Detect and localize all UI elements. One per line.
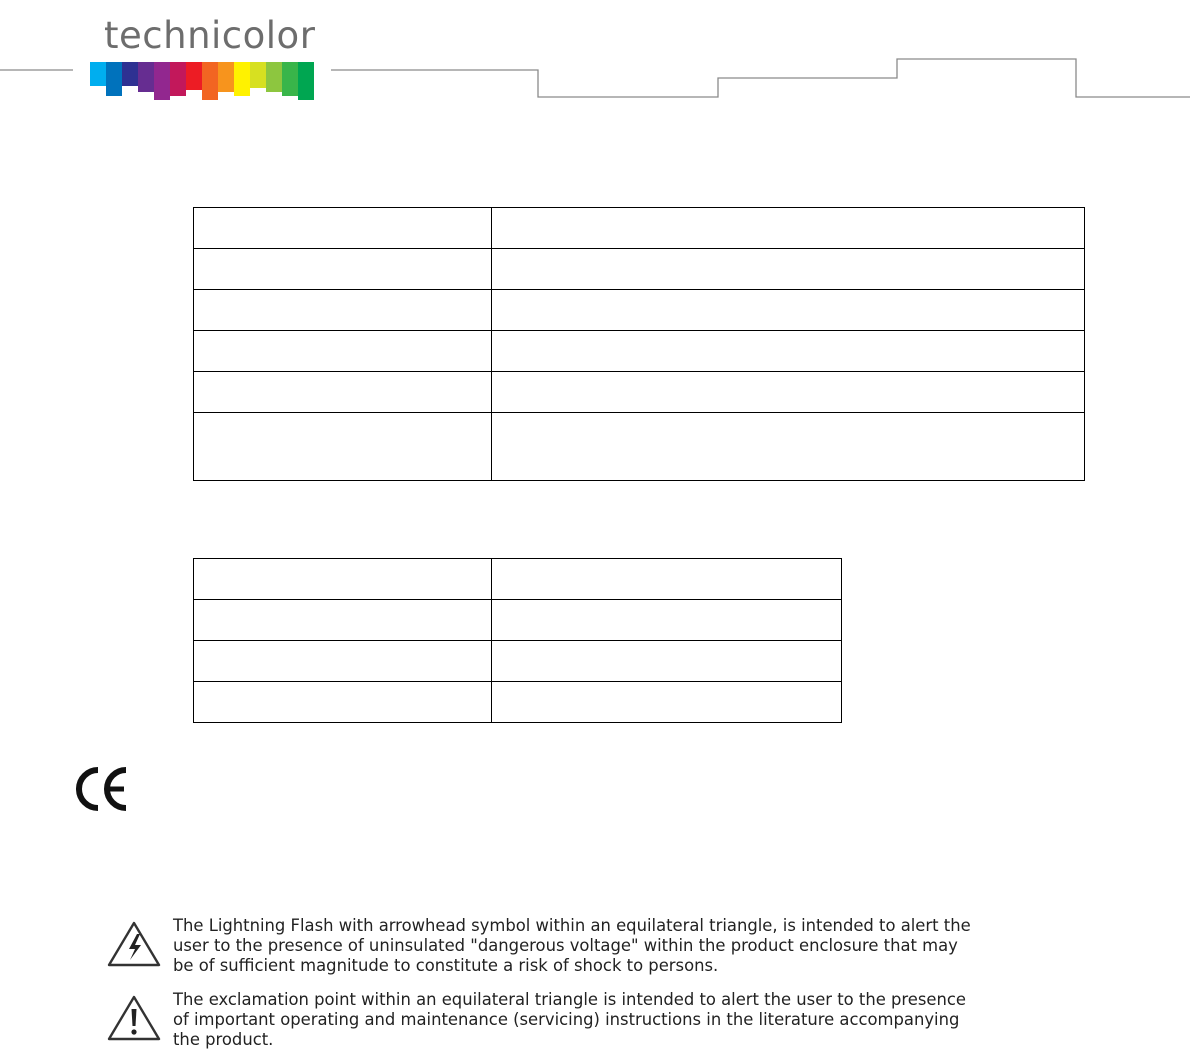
table-row <box>194 559 842 600</box>
table-row <box>194 249 1085 290</box>
table-cell <box>194 641 492 682</box>
table-cell <box>492 249 1085 290</box>
table-cell <box>194 600 492 641</box>
table-row <box>194 331 1085 372</box>
logo-color-block <box>266 62 282 92</box>
logo-color-block <box>90 62 106 86</box>
table-cell <box>492 682 842 723</box>
table-cell <box>194 559 492 600</box>
spec-table-2 <box>193 558 842 723</box>
table-row <box>194 290 1085 331</box>
table-cell <box>492 641 842 682</box>
table-row <box>194 600 842 641</box>
logo-color-block <box>282 62 298 96</box>
table-row <box>194 372 1085 413</box>
exclamation-warning-text: The exclamation point within an equilateral triangle is intended to alert the user to the presence of important operating and maintenance (servicing) instructions in the literature accompanying the product. <box>173 990 966 1049</box>
table-cell <box>492 208 1085 249</box>
lightning-warning-icon <box>106 920 162 968</box>
logo-color-block <box>106 62 122 96</box>
logo-color-block <box>202 62 218 100</box>
company-logo-color-bar <box>90 62 316 104</box>
table-cell <box>194 413 492 481</box>
table-cell <box>194 331 492 372</box>
table-cell <box>194 290 492 331</box>
logo-color-block <box>218 62 234 92</box>
company-logo-text: technicolor <box>104 14 316 57</box>
table-cell <box>492 413 1085 481</box>
table-cell <box>492 372 1085 413</box>
logo-color-block <box>122 62 138 86</box>
table-cell <box>194 682 492 723</box>
table-row <box>194 682 842 723</box>
ce-mark-icon <box>76 766 132 812</box>
logo-color-block <box>298 62 314 100</box>
table-cell <box>492 559 842 600</box>
table-cell <box>194 372 492 413</box>
lightning-warning-text: The Lightning Flash with arrowhead symbol within an equilateral triangle, is intended to alert the user to the presence of uninsulated "dangerous voltage" within the product enclosure that may be of sufficient magnitude to constitute a risk of shock to persons. <box>173 916 971 975</box>
logo-color-block <box>170 62 186 96</box>
table-cell <box>194 208 492 249</box>
table-cell <box>492 600 842 641</box>
table-row <box>194 413 1085 481</box>
logo-color-block <box>186 62 202 90</box>
table-cell <box>194 249 492 290</box>
exclamation-warning-icon <box>106 994 162 1042</box>
table-cell <box>492 331 1085 372</box>
logo-color-block <box>234 62 250 96</box>
table-row <box>194 208 1085 249</box>
logo-color-block <box>138 62 154 92</box>
table-row <box>194 641 842 682</box>
logo-color-block <box>250 62 266 88</box>
spec-table-1 <box>193 207 1085 481</box>
logo-color-block <box>154 62 170 100</box>
table-cell <box>492 290 1085 331</box>
